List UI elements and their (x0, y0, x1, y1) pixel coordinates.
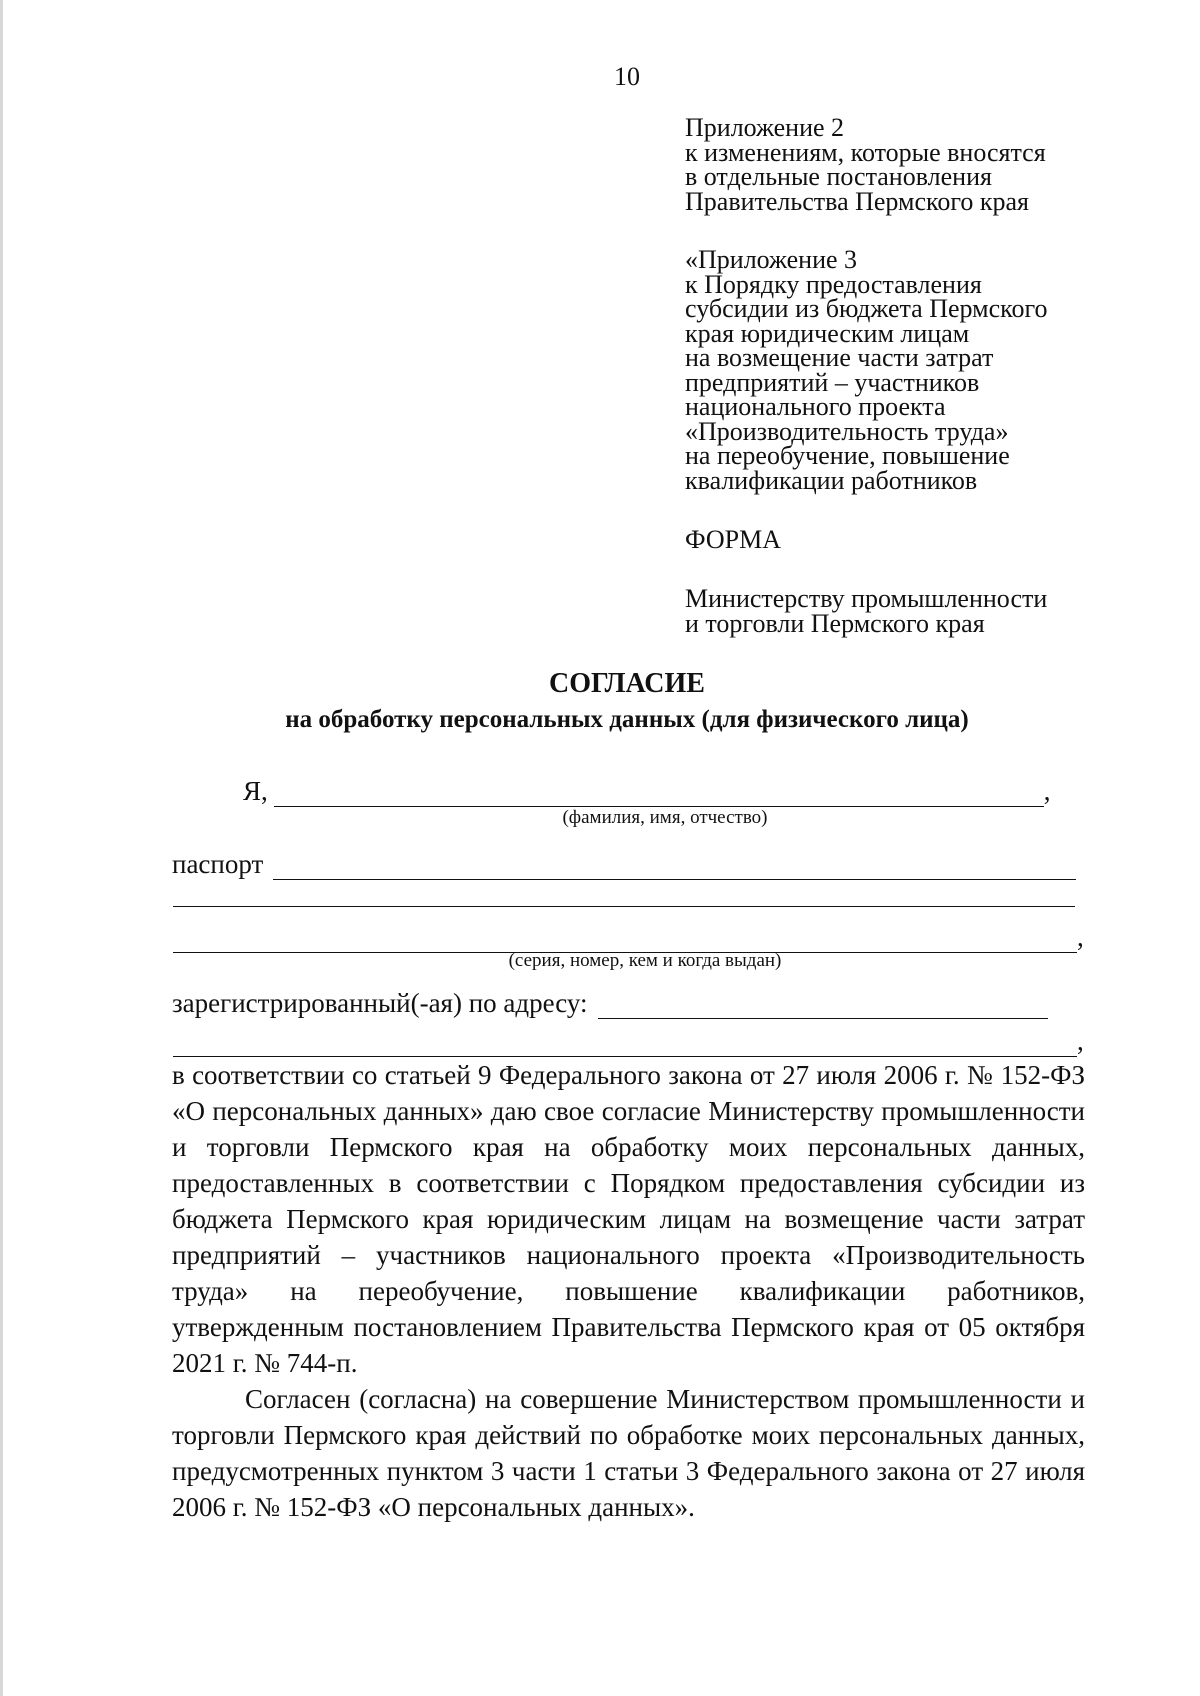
passport-line-1[interactable] (273, 853, 1076, 880)
appendix-3-line: к Порядку предоставления (685, 269, 982, 299)
page-number: 10 (614, 62, 640, 91)
page-edge (0, 0, 3, 1696)
address-line-2[interactable] (173, 1030, 1077, 1057)
form-label: ФОРМА (685, 525, 781, 554)
appendix-2-line: Приложение 2 (685, 113, 845, 142)
addressee-line: Министерству промышленности (685, 584, 1048, 613)
name-hint: (фамилия, имя, отчество) (562, 807, 768, 828)
passport-line-2[interactable] (173, 880, 1075, 907)
appendix-3-line: субсидии из бюджета Пермского (685, 294, 1048, 323)
passport-hint: (серия, номер, кем и когда выдан) (508, 950, 782, 971)
appendix-3-line: «Приложение 3 (685, 245, 858, 274)
appendix-2-line: в отдельные постановления (685, 162, 992, 191)
address-field-row (172, 988, 1048, 1019)
passport-line-3[interactable] (173, 926, 1077, 953)
appendix-3-line: предприятий – участников (685, 367, 980, 397)
address-line-2-row (173, 1026, 1084, 1057)
passport-field-row (172, 849, 1076, 880)
consent-paragraph-2: Согласен (согласна) на совершение Министерством промышленности и торговли Пермского края действий по обработке моих персональных данных, предусмотренных пунктом 3 части 1 статьи 3 Федерального закона от 27 июля 2006 г. № 152-ФЗ «О персональных данных». (172, 1384, 1085, 1522)
appendix-2-line: к изменениям, которые вносятся (685, 137, 1046, 167)
address-line-1[interactable] (598, 992, 1048, 1019)
appendix-3-line: на переобучение, повышение (685, 441, 1010, 470)
address-label: зарегистрированный(-ая) по адресу: (172, 988, 588, 1018)
appendix-3-header (685, 245, 1145, 495)
consent-paragraph-1: в соответствии со статьей 9 Федерального закона от 27 июля 2006 г. № 152-ФЗ «О персональных данных» даю свое согласие Министерству промышленности и торговли Пермского края на обработку моих персональных данных, предоставленных в соответствии с Порядком предоставления субсидии из бюджета Пермского края юридическим лицам на возмещение части затрат предприятий – участников национального проекта «Производительность труда» на переобучение, повышение квалификации работников, утвержденным постановлением Правительства Пермского края от 05 октября 2021 г. № 744-п. (172, 1060, 1085, 1378)
addressee (685, 586, 1047, 636)
comma: , (1077, 1026, 1084, 1056)
appendix-3-line: национального проекта (685, 392, 946, 421)
full-name-line[interactable] (274, 780, 1044, 807)
comma: , (1043, 776, 1051, 806)
addressee-line: и торговли Пермского края (685, 609, 985, 638)
appendix-3-line: края юридическим лицам (685, 318, 970, 348)
comma: , (1077, 922, 1084, 952)
passport-label: паспорт (172, 849, 264, 879)
name-field-row (243, 776, 1051, 807)
appendix-3-line: на возмещение части затрат (685, 343, 994, 372)
document-subtitle: на обработку персональных данных (для физического лица) (285, 706, 969, 733)
document-title: СОГЛАСИЕ (549, 668, 705, 699)
passport-line-3-row (173, 922, 1084, 953)
appendix-3-line: «Производительность труда» (685, 416, 1009, 446)
appendix-2-header (685, 113, 1145, 216)
appendix-3-line: квалификации работников (685, 465, 978, 495)
appendix-2-line: Правительства Пермского края (685, 186, 1029, 216)
i-label: Я, (243, 776, 268, 806)
